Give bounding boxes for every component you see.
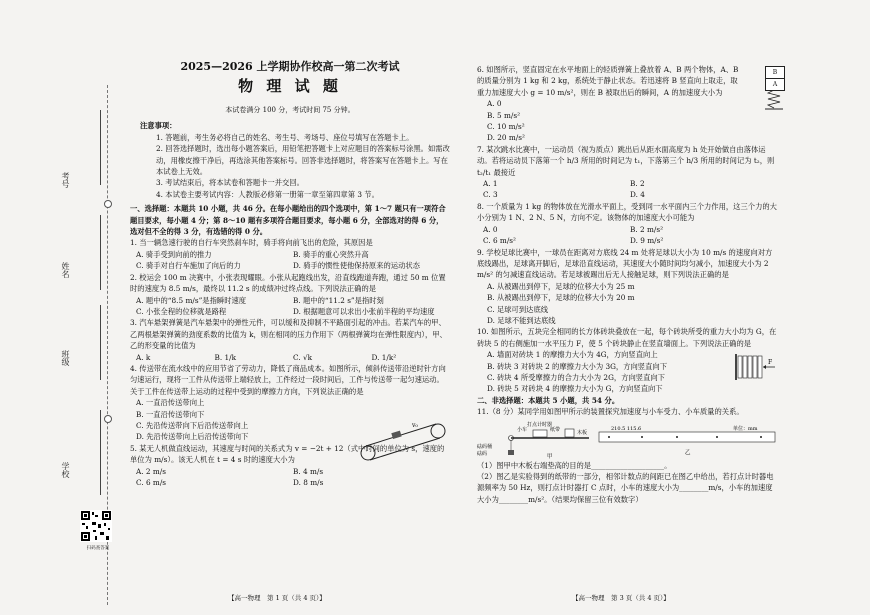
notes-heading: 注意事项：: [140, 121, 177, 131]
q4-block: [130, 363, 450, 443]
school-line: [100, 410, 101, 495]
q4-option-c: C. 先沿传送带向下后沿传送带向上: [136, 420, 249, 430]
section1-heading: 一、选择题：本题共 10 小题，共 46 分。在每小题给出的四个选项中，第 1～7 题只有一项符合题目要求，每小题 4 分；第 8～10 题有多项符合题目要求，每小题 6 分，全部选对的得 6 分，选对但不全的得 3 分，有选错的得 0 分。: [130, 204, 446, 237]
q1-stem: 1. 当一辆急速行驶的自行车突然刹车时，骑手将向前飞出的危险，其原因是: [130, 238, 373, 248]
name-line: [100, 215, 101, 290]
subject-title: 物 理 试 题: [238, 77, 342, 95]
q4-option-b: B. 一直沿传送带向下: [136, 409, 205, 419]
q6-option-a: A. 0: [487, 99, 502, 109]
q7-option-b: B. 2: [630, 179, 645, 189]
q11-sub1: （1）图甲中木板右端垫高的目的是____________________。: [477, 460, 672, 470]
q1-options: [130, 249, 450, 272]
qr-code: [80, 510, 112, 542]
fig-yi-caption: 乙: [685, 449, 691, 456]
block-a: A: [765, 78, 785, 91]
q3-option-b: B. 1/k: [214, 352, 237, 362]
school-label: 学校: [61, 462, 70, 478]
tape-unit: 单位：mm: [733, 425, 758, 432]
name-label: 姓名: [61, 262, 70, 278]
block-b: B: [765, 66, 785, 79]
q1-option-c: C. 骑手对自行车施加了向后的力: [136, 261, 241, 271]
car-label: 小车: [517, 426, 528, 433]
q9-option-a: A. 从被踢出到停下，足球的位移大小为 25 m: [487, 281, 635, 291]
q5-option-b: B. 4 m/s: [293, 466, 324, 476]
q8-stem: 8. 一个质量为 1 kg 的物体放在光滑水平面上，受到同一水平面内三个力作用，这三个力的大小分别为 1 N、2 N、5 N，方向不定。该物体的加速度大小可能为: [477, 201, 777, 223]
q5-option-a: A. 2 m/s: [136, 466, 166, 476]
tape-values: 210.5 115.6: [611, 425, 642, 432]
q5-option-d: D. 8 m/s: [293, 478, 324, 487]
q2-options: [130, 295, 450, 318]
exam-no-label: 考号: [61, 172, 70, 188]
bucket-label: 砝码桶: [477, 443, 493, 450]
bricks-figure: [735, 352, 777, 382]
q3-options: [130, 352, 450, 363]
note-item: 2. 回答选择题时，选出每小题答案后，用铅笔把答题卡上对应题目的答案标号涂黑。如需改动，用橡皮擦干净后，再选涂其他答案标号。回答非选择题时，将答案写在答题卡上。写在本试卷上无效。: [156, 144, 450, 177]
q2-option-d: D. 根据题意可以求出小张前半程的平均速度: [293, 306, 435, 316]
footer-left: 【高一物理 第 1 页（共 4 页）】: [228, 594, 326, 602]
q5-option-c: C. 6 m/s: [136, 478, 167, 487]
timer-label: 打点计时器: [527, 421, 553, 428]
conveyor-figure: [358, 421, 450, 463]
note-item: 1. 答题前，考生务必将自己的姓名、考生号、考场号、座位号填写在答题卡上。: [156, 132, 414, 142]
section2-heading: 二、非选择题：本题共 5 小题，共 54 分。: [477, 395, 620, 405]
q2-option-a: A. 题中的“8.5 m/s”是指瞬时速度: [136, 295, 247, 305]
q10-option-a: A. 墙面对砖块 1 的摩擦力大小为 4G，方向竖直向上: [487, 350, 658, 360]
q7-option-c: C. 3: [483, 190, 498, 200]
q9-option-c: C. 足球可到达底线: [487, 304, 549, 314]
note-item: 4. 本试卷主要考试内容：人教版必修第一册第一章至第四章第 3 节。: [156, 189, 379, 199]
qr-caption: 扫码查答案: [86, 546, 110, 551]
q4-option-a: A. 一直沿传送带向上: [136, 398, 205, 408]
q9-option-d: D. 足球不能到达底线: [487, 315, 556, 325]
q6-option-d: D. 20 m/s²: [487, 133, 525, 143]
q2-option-c: C. 小张全程的位移就是路程: [136, 306, 227, 316]
board-label: 木板: [577, 429, 588, 436]
conveyor-v0-label: v₀: [412, 421, 418, 429]
q10-option-c: C. 砖块 4 所受摩擦力的合力大小为 2G，方向竖直向下: [487, 372, 665, 382]
q7-options: [477, 178, 777, 201]
force-f-label: F: [768, 359, 773, 367]
q3-option-c: C. √k: [293, 352, 313, 362]
paper-label: 纸带: [550, 426, 561, 433]
weight-label: 砝码: [477, 450, 488, 457]
footer-right: 【高一物理 第 3 页（共 4 页）】: [572, 594, 670, 602]
q11-figures: [477, 418, 777, 460]
q3-option-d: D. 1/k²: [371, 352, 397, 362]
q7-option-a: A. 1: [483, 179, 498, 189]
class-line: [100, 305, 101, 380]
q10-stem: 10. 如图所示，五块完全相同的长方体砖块叠放在一起，每个砖块所受的重力大小均为 G，在砖块 5 的右侧施加一水平压力 F，使 5 个砖块静止在竖直墙面上。下列说法正确的是: [477, 327, 777, 348]
q7-stem: 7. 某次跳水比赛中，一运动员（视为质点）跳出后从距水面高度为 h 处开始做自由落体运动。若将运动员下落第一个 h/3 所用的时间记为 t₁，下落第三个 h/3 所用的时间记为 t₂，则 t₂/t₁ 最接近: [477, 144, 775, 177]
q10-block: [477, 326, 777, 394]
q11-stem: 11.（8 分）某同学用如图甲所示的装置探究加速度与小车受力、小车质量的关系。: [477, 407, 744, 417]
q11-sub2: （2）图乙是实验得到的纸带的一部分，相邻计数点的间距已在图乙中给出，若打点计时器电源频率为 50 Hz，则打点计时器打 C 点时，小车的速度大小为________m/s，小车的加速度大小为________m/s²。（结果均保留三位有效数字）: [477, 472, 774, 504]
q8-option-b: B. 2 m/s²: [630, 224, 664, 234]
q8-option-c: C. 6 m/s²: [483, 236, 516, 246]
right-column: [477, 64, 777, 505]
q7-option-d: D. 4: [630, 190, 645, 200]
binding-margin: [0, 0, 112, 615]
left-column: [130, 60, 450, 488]
q4-stem: 4. 传送带在流水线中的应用节省了劳动力，降低了商品成本。如图所示，倾斜传送带沿逆时针方向匀速运行，现将一工件从传送带上端轻放上，工件经过一段时间后，工件与传送带一起匀速运动。关于工件在传送带上运动的过程中受到的摩擦力方向，下列说法正确的是: [130, 363, 446, 396]
q1-option-a: A. 骑手受到向前的推力: [136, 249, 212, 259]
q10-option-d: D. 砖块 5 对砖块 4 的摩擦力大小为 G，方向竖直向下: [487, 384, 663, 394]
q4-options: [130, 397, 336, 443]
q2-stem: 2. 校运会 100 m 决赛中，小张表现耀眼。小张从起跑线出发，沿直线跑道奔跑，通过 50 m 位置时的速度为 8.5 m/s，最终以 11.2 s 的成绩冲过终点线。下列说法正确的是: [130, 272, 446, 294]
exam-no-line: [100, 110, 101, 185]
q9-option-b: B. 从被踢出到停下，足球的位移大小为 20 m: [487, 293, 635, 303]
note-item: 3. 考试结束后，将本试卷和答题卡一并交回。: [156, 178, 304, 188]
q1-option-b: B. 骑手的重心突然升高: [293, 249, 369, 259]
q2-option-b: B. 题中的“11.2 s”是指时刻: [293, 295, 384, 305]
q8-option-d: D. 9 m/s²: [630, 236, 664, 246]
q6-option-b: B. 5 m/s²: [487, 110, 521, 120]
fig-jia-caption: 甲: [547, 453, 553, 460]
exam-info: 本试卷满分 100 分，考试时间 75 分钟。: [225, 106, 355, 114]
q1-option-d: D. 骑手的惯性使他保持原来的运动状态: [293, 261, 420, 271]
exam-title: 2025—2026 上学期协作校高一第二次考试: [180, 60, 400, 73]
binding-hole: [104, 415, 112, 423]
q9-stem: 9. 学校足球比赛中，一球员在距离对方底线 24 m 处将足球以大小为 10 m/s 的速度向对方底线踢出，足球离开脚后，足球沿直线运动，其速度大小随时间均匀减小，加速度大小为 2 m/s² 的匀减速直线运动。若足球被踢出后无人接触足球，则下列说法正确的是: [477, 247, 773, 280]
q8-options: [477, 224, 777, 247]
class-label: 班级: [61, 350, 70, 366]
q10-option-b: B. 砖块 3 对砖块 2 的摩擦力大小为 3G，方向竖直向下: [487, 361, 667, 371]
q6-block: [477, 64, 777, 144]
q11-apparatus: [477, 418, 777, 460]
binding-hole: [104, 200, 112, 208]
q6-option-c: C. 10 m/s²: [487, 122, 525, 132]
spring-icon: [765, 90, 783, 112]
q10-options: [477, 349, 732, 395]
q4-option-d: D. 先沿传送带向上后沿传送带向下: [136, 432, 249, 442]
q5-options: [130, 466, 450, 489]
q3-option-a: A. k: [136, 352, 151, 362]
q5-stem: 5. 某无人机做直线运动，其速度与时间的关系式为 v = −2t + 12（式中时间的单位为 s，速度的单位为 m/s）。该无人机在 t = 4 s 时的速度大小为: [130, 443, 445, 465]
q6-stem: 6. 如图所示，竖直固定在水平地面上的轻质弹簧上叠放着 A、B 两个物体，A、B 的质量分别为 1 kg 和 2 kg，系统处于静止状态。若迅速将 B 竖直向上取走，取重力加速度大小 g = 10 m/s²，则在 B 被取出后的瞬间，A 的加速度大小为: [477, 65, 739, 97]
q3-stem: 3. 汽车悬架弹簧是汽车悬架中的弹性元件，可以缓和及抑制不平路面引起的冲击。若某汽车的甲、乙两根悬架弹簧的劲度系数的比值为 k，则在相同的压力作用下（两根弹簧均在弹性限度内），甲、乙的形变量的比值为: [130, 318, 447, 351]
q8-option-a: A. 0: [483, 224, 498, 234]
